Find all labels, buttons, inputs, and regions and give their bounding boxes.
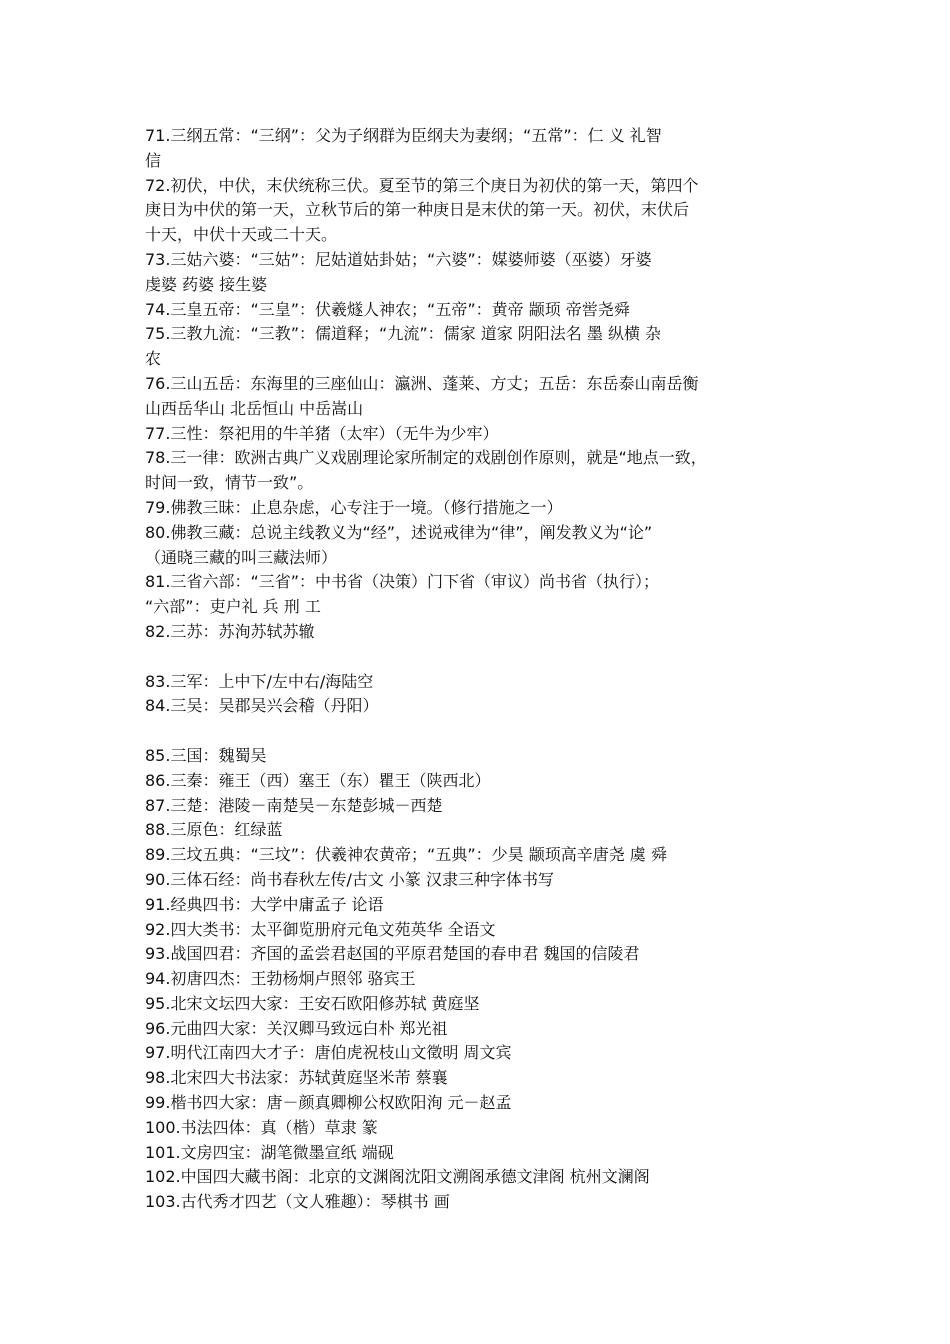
- text-line: 72.初伏，中伏，末伏统称三伏。夏至节的第三个庚日为初伏的第一天，第四个: [145, 175, 699, 195]
- text-line: 99.楷书四大家：唐－颜真卿柳公权欧阳洵 元－赵孟: [145, 1093, 512, 1113]
- text-line: （通晓三藏的叫三藏法师）: [145, 547, 338, 567]
- text-line: 73.三姑六婆：“三姑”：尼姑道姑卦姑；“六婆”：媒婆师婆（巫婆）牙婆: [145, 249, 652, 269]
- text-line: 88.三原色：红绿蓝: [145, 820, 283, 840]
- text-line: 虔婆 药婆 接生婆: [145, 274, 268, 294]
- text-line: 102.中国四大藏书阁：北京的文渊阁沈阳文溯阁承德文津阁 杭州文澜阁: [145, 1167, 650, 1187]
- text-line: 94.初唐四杰：王勃杨炯卢照邻 骆宾王: [145, 969, 416, 989]
- blank-line: [145, 719, 825, 744]
- text-line: 庚日为中伏的第一天，立秋节后的第一种庚日是末伏的第一天。初伏，末伏后: [145, 200, 690, 220]
- text-line: 76.三山五岳：东海里的三座仙山：瀛洲、蓬莱、方丈；五岳：东岳泰山南岳衡: [145, 373, 699, 393]
- text-line: 79.佛教三昧：止息杂虑，心专注于一境。（修行措施之一）: [145, 497, 563, 517]
- text-line: 85.三国：魏蜀吴: [145, 745, 267, 765]
- text-line: “六部”：吏户礼 兵 刑 工: [145, 597, 321, 617]
- text-line: 农: [145, 349, 162, 369]
- text-line: 81.三省六部：“三省”：中书省（决策）门下省（审议）尚书省（执行）；: [145, 572, 660, 592]
- text-line: 十天，中伏十天或二十天。: [145, 225, 338, 245]
- text-line: 97.明代江南四大才子：唐伯虎祝枝山文徵明 周文宾: [145, 1043, 512, 1063]
- text-line: 75.三教九流：“三教”：儒道释；“九流”：儒家 道家 阴阳法名 墨 纵横 杂: [145, 324, 662, 344]
- text-line: 100.书法四体：真（楷）草隶 篆: [145, 1117, 378, 1137]
- text-line: 98.北宋四大书法家：苏轼黄庭坚米芾 蔡襄: [145, 1068, 448, 1088]
- text-line: 96.元曲四大家：关汉卿马致远白朴 郑光祖: [145, 1018, 448, 1038]
- text-line: 80.佛教三藏：总说主线教义为“经”，述说戒律为“律”，阐发教义为“论”: [145, 522, 653, 542]
- text-line: 77.三性：祭祀用的牛羊猪（太牢）（无牛为少牢）: [145, 423, 499, 443]
- text-line: 82.三苏：苏洵苏轼苏辙: [145, 621, 315, 641]
- text-line: 83.三军：上中下/左中右/海陆空: [145, 671, 374, 691]
- text-line: 103.古代秀才四艺（文人雅趣）：琴棋书 画: [145, 1192, 450, 1212]
- text-line: 74.三皇五帝：“三皇”：伏羲燧人神农；“五帝”：黄帝 颛顼 帝喾尧舜: [145, 299, 630, 319]
- text-line: 86.三秦：雍王（西）塞王（东）瞿王（陕西北）: [145, 770, 491, 790]
- text-line: 71.三纲五常：“三纲”：父为子纲群为臣纲夫为妻纲；“五常”：仁 义 礼智: [145, 126, 662, 145]
- text-line: 92.四大类书：太平御览册府元龟文苑英华 全语文: [145, 919, 496, 939]
- text-line: 90.三体石经：尚书春秋左传/古文 小篆 汉隶三种字体书写: [145, 869, 555, 889]
- text-line: 78.三一律：欧洲古典广义戏剧理论家所制定的戏剧创作原则，就是“地点一致，: [145, 448, 707, 468]
- blank-line: [145, 645, 825, 670]
- text-line: 89.三坟五典：“三坟”：伏羲神农黄帝；“五典”：少昊 颛顼高辛唐尧 虞 舜: [145, 845, 667, 865]
- text-line: 93.战国四君：齐国的孟尝君赵国的平原君楚国的春申君 魏国的信陵君: [145, 944, 640, 964]
- text-line: 95.北宋文坛四大家：王安石欧阳修苏轼 黄庭坚: [145, 993, 480, 1013]
- text-line: 101.文房四宝：湖笔微墨宣纸 端砚: [145, 1142, 394, 1162]
- text-line: 87.三楚：港陵－南楚吴－东楚彭城－西楚: [145, 795, 443, 815]
- text-line: 84.三吴：吴郡吴兴会稽（丹阳）: [145, 696, 379, 716]
- text-line: 山西岳华山 北岳恒山 中岳嵩山: [145, 398, 364, 418]
- document-body: [145, 124, 825, 1215]
- text-line: 91.经典四书：大学中庸孟子 论语: [145, 894, 384, 914]
- text-line: 时间一致，情节一致”。: [145, 473, 314, 493]
- text-line: 信: [145, 150, 162, 170]
